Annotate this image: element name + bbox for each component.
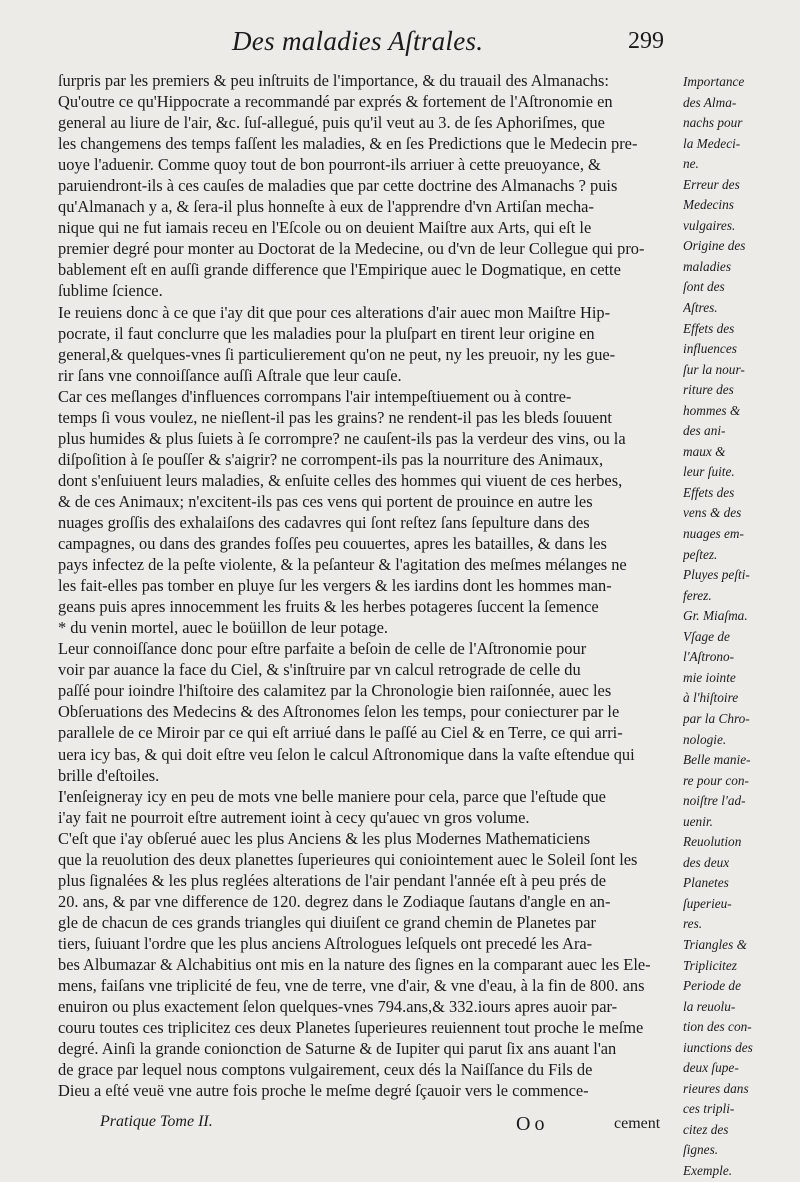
margin-note-line: tion des con- [683, 1019, 752, 1035]
text-line: ſublime ſcience. [58, 281, 163, 301]
margin-note-line: ſont des [683, 279, 725, 295]
margin-note-line: Vſage de [683, 628, 730, 644]
main-text-block [58, 70, 678, 1101]
text-line: diſpoſition à ſe pouſſer & s'aigrir? ne corrompent-ils pas la nourriture des Animaux, [58, 449, 604, 469]
text-line: couru toutes ces triplicitez ces deux Planetes ſuperieures reuiennent tout proche le meſme [58, 1018, 644, 1038]
text-line: bes Albumazar & Alchabitius ont mis en la nature des ſignes en la comparant auec les Ele- [58, 954, 651, 974]
text-line: les fait-elles pas tomber en pluye ſur les vergers & les iardins dont les hommes man- [58, 576, 612, 596]
margin-note-line: Planetes [683, 875, 729, 891]
text-line: de grace par lequel nous comptons vulgairement, ceux dés la Naiſſance du Fils de [58, 1060, 593, 1080]
margin-note-line: peſtez. [683, 546, 718, 562]
margin-note-line: Reuolution [683, 834, 742, 850]
margin-note-line: ces tripli- [683, 1101, 735, 1117]
signature-line: Pratique Tome II. [100, 1113, 213, 1130]
margin-note-line: Triplicitez [683, 957, 737, 973]
margin-note-line: Effets des [683, 484, 735, 500]
margin-note-line: ferez. [683, 587, 712, 603]
text-line: pocrate, il faut conclurre que les maladies pour la pluſpart en tirent leur origine en [58, 323, 595, 343]
text-line: Qu'outre ce qu'Hippocrate a recommandé par exprés & fortement de l'Aſtronomie en [58, 92, 613, 112]
margin-note-line: hommes & [683, 402, 741, 418]
text-line: plus humides & plus ſuiets à ſe corrompre? ne cauſent-ils pas la verdeur des vins, ou la [58, 428, 626, 448]
margin-note-line: Importance [683, 74, 745, 89]
margin-note-line: maux & [683, 443, 726, 459]
text-line: Dieu a eſté veuë vne autre fois proche le meſme degré ſçauoir vers le commence- [58, 1081, 589, 1101]
text-line: general au liure de l'air, &c. ſuſ-allegué, puis qu'il veut au 3. de ſes Aphoriſmes, que [58, 113, 605, 133]
margin-note-line: res. [683, 916, 703, 932]
marginal-notes [683, 72, 795, 1182]
margin-note-line: Origine des [683, 238, 746, 254]
margin-note-line: vens & des [683, 505, 742, 521]
margin-note-line: Exemple. [683, 1162, 733, 1178]
margin-note-line: des ani- [683, 423, 726, 439]
margin-note-line: deux ſupe- [683, 1060, 739, 1076]
margin-note-line: iunctions des [683, 1039, 753, 1055]
margin-note-line: des Alma- [683, 94, 737, 110]
text-line: general,& quelques-vnes ſi particulierement qu'on ne peut, ny les preuoir, ny les gue- [58, 344, 616, 364]
margin-note-line: Pluyes peſti- [683, 567, 750, 583]
text-line: paruiendront-ils à ces cauſes de maladies que par cette doctrine des Almanachs ? puis [58, 176, 618, 196]
text-line: enuiron ou plus exactement ſelon quelques-vnes 794.ans,& 332.iours apres auoir par- [58, 997, 618, 1017]
margin-note-line: ſignes. [683, 1142, 719, 1158]
margin-note-line: nologie. [683, 731, 727, 747]
margin-note-line: Medecins [683, 197, 734, 213]
text-line: qu'Almanach y a, & ſera-il plus honneſte à eux de l'apprendre d'vn Artiſan mecha- [58, 197, 594, 217]
text-line: plus ſignalées & les plus reglées alterations de l'air pendant l'année eſt à peu prés de [58, 870, 606, 890]
text-line: Ie reuiens donc à ce que i'ay dit que pour ces alterations d'air auec mon Maiſtre Hip- [58, 302, 611, 322]
catchword: cement [614, 1115, 661, 1132]
margin-note-line: ſur la nour- [683, 361, 745, 377]
margin-note-line: rieures dans [683, 1080, 749, 1096]
text-line: ſurpris par les premiers & peu inſtruits de l'importance, & du trauail des Almanachs: [58, 71, 609, 90]
text-line: voir par auance la face du Ciel, & s'inſtruire par vn calcul retrograde de celle du [58, 660, 581, 680]
margin-note-line: par la Chro- [683, 710, 750, 726]
margin-note-line: uenir. [683, 813, 713, 829]
text-line: que la reuolution des deux planettes ſuperieures qui coniointement auec le Soleil ſont les [58, 849, 638, 869]
text-line: rir ſans vne connoiſſance auſſi Aſtrale que leur cauſe. [58, 365, 402, 385]
margin-note-line: ne. [683, 156, 699, 172]
margin-note-line: vulgaires. [683, 217, 736, 233]
text-line: paſſé pour ioindre l'hiſtoire des calamitez par la Chronologie bien raiſonnée, auec les [58, 681, 612, 701]
text-line: nuages groſſis des exhalaiſons des cadavres qui ſont reſtez ſans ſepulture dans des [58, 512, 590, 532]
margin-note-line: des deux [683, 854, 730, 870]
margin-note-line: la reuolu- [683, 998, 736, 1014]
text-line: premier degré pour monter au Doctorat de la Medecine, ou d'vn de leur Collegue qui pro- [58, 239, 645, 259]
margin-note-line: influences [683, 341, 737, 357]
margin-note-line: maladies [683, 258, 732, 274]
margin-note-line: ſuperieu- [683, 895, 732, 911]
margin-note-line: nuages em- [683, 526, 744, 542]
margin-note-line: l'Aſtrono- [683, 649, 735, 665]
text-line: geans puis apres innocemment les fruits & les herbes potageres ſuccent la ſemence [58, 597, 599, 617]
margin-note-line: leur ſuite. [683, 464, 735, 480]
text-line: brille d'eſtoiles. [58, 765, 160, 785]
text-line: 20. ans, & par vne difference de 120. degrez dans le Zodiaque ſautans d'angle en an- [58, 891, 611, 911]
text-line: campagnes, ou dans des grandes foſſes peu couuertes, apres les batailles, & dans les [58, 534, 607, 554]
page-footer [0, 1113, 800, 1143]
text-line: * du venin mortel, auec le boüillon de leur potage. [58, 618, 388, 638]
running-header [0, 22, 800, 62]
margin-note-line: noiſtre l'ad- [683, 793, 746, 809]
text-line: degré. Ainſi la grande conionction de Saturne & de Iupiter qui parut ſix ans auant l'an [58, 1039, 617, 1059]
text-line: bablement eſt en auſſi grande difference que l'Empirique auec le Dogmatique, en cette [58, 260, 621, 280]
text-line: C'eſt que i'ay obſerué auec les plus Anciens & les plus Modernes Mathematiciens [58, 828, 591, 848]
margin-note-line: Periode de [683, 978, 741, 994]
margin-note-line: Triangles & [683, 936, 747, 952]
text-line: tiers, ſuiuant l'ordre que les plus anciens Aſtrologues leſquels ont precedé les Ara- [58, 933, 593, 953]
margin-note-line: Gr. Miaſma. [683, 608, 748, 624]
text-line: & de ces Animaux; n'excitent-ils pas ces vens qui portent de prouince en autre les [58, 491, 593, 511]
margin-note-line: re pour con- [683, 772, 749, 788]
page-number: 299 [628, 28, 664, 54]
margin-note-line: citez des [683, 1121, 729, 1137]
text-line: Car ces meſlanges d'influences corrompans l'air intempeſtiuement ou à contre- [58, 386, 572, 406]
text-line: nique qui ne fut iamais receu en l'Eſcole ou on deuient Maiſtre aux Arts, qui eſt le [58, 218, 592, 238]
text-line: uera icy bas, & qui doit eſtre veu ſelon le calcul Aſtronomique dans la vaſte eſtendue qui [58, 744, 635, 764]
running-title: Des maladies Aſtrales. [232, 26, 484, 56]
text-line: pays infectez de la peſte violente, & la peſanteur & l'agitation des meſmes mélanges ne [58, 555, 627, 575]
text-line: Leur connoiſſance donc pour eſtre parfaite a beſoin de celle de l'Aſtronomie pour [58, 639, 587, 659]
margin-note-line: Aſtres. [683, 300, 718, 316]
margin-note-line: la Medeci- [683, 135, 741, 151]
text-line: Obſeruations des Medecins & des Aſtronomes ſelon les temps, pour coniecturer par le [58, 702, 620, 722]
text-line: gle de chacun de ces grands triangles qui diuiſent ce grand chemin de Planetes par [58, 912, 596, 932]
margin-note-line: Belle manie- [683, 752, 751, 768]
text-line: les changemens des temps faſſent les maladies, & en ſes Predictions que le Medecin pre- [58, 134, 638, 154]
margin-note-line: à l'hiſtoire [683, 690, 739, 706]
text-line: parallele de ce Miroir par ce qui eſt arriué dans le paſſé au Ciel & en Terre, ce qui arri- [58, 723, 623, 743]
margin-note-line: mie iointe [683, 669, 736, 685]
text-line: temps ſi vous voulez, ne nieſlent-il pas les grains? ne rendent-il pas les bleds ſouuent [58, 407, 612, 427]
text-line: uoye l'aduenir. Comme quoy tout de bon pourront-ils arriuer à cette preuoyance, & [58, 155, 601, 175]
text-line: i'ay fait ne pourroit eſtre autrement ioint à cecy qu'auec vn gros volume. [58, 807, 530, 827]
signature-mark: Oo [516, 1113, 549, 1135]
text-line: mens, faiſans vne triplicité de feu, vne de terre, vne d'air, & vne d'eau, à la fin de 800. ans [58, 976, 645, 996]
margin-note-line: Effets des [683, 320, 735, 336]
margin-note-line: Erreur des [683, 176, 740, 192]
margin-note-line: riture des [683, 382, 734, 398]
text-line: dont s'enſuiuent leurs maladies, & enſuite celles des hommes qui viuent de ces herbes, [58, 470, 623, 490]
margin-note-line: nachs pour [683, 115, 743, 131]
text-line: I'enſeigneray icy en peu de mots vne belle maniere pour cela, parce que l'eſtude que [58, 786, 606, 806]
